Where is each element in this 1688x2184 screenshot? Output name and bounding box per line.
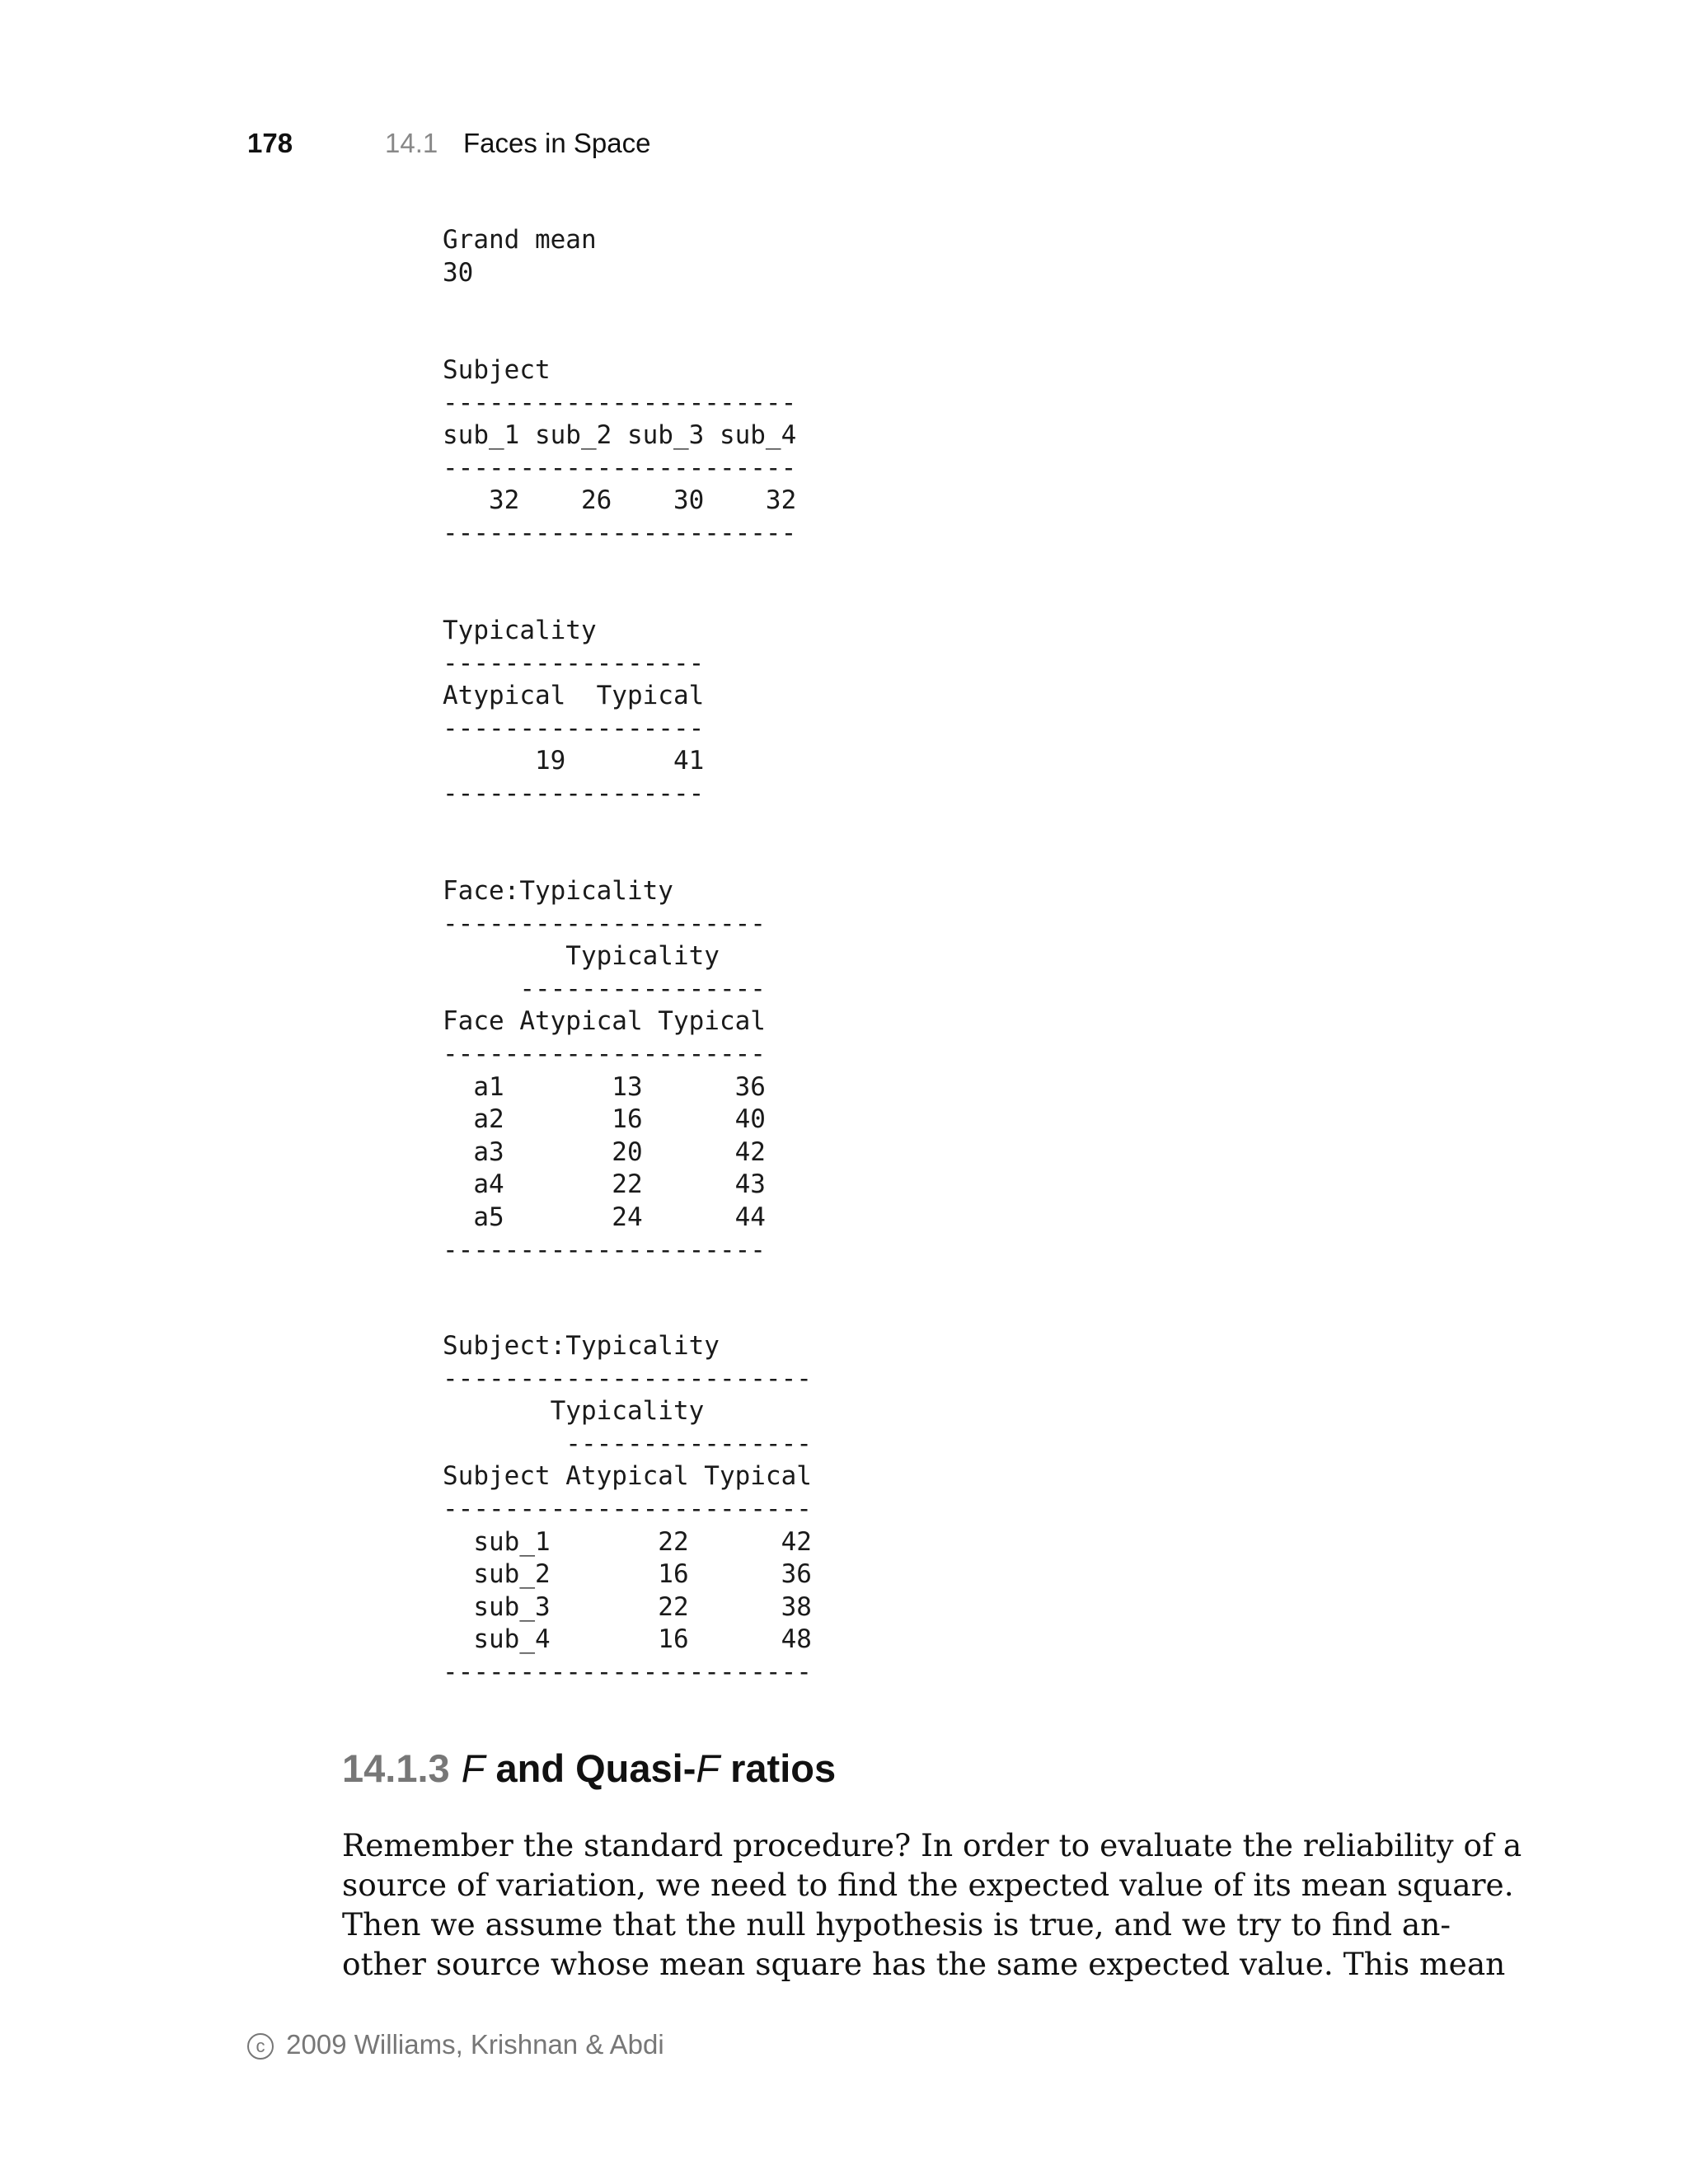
body-line: source of variation, we need to find the expected value of its mean square. (342, 1867, 1514, 1903)
copyright-icon: c (247, 2033, 274, 2060)
typicality-means-table: Typicality ----------------- Atypical Typical ----------------- 19 41 ----------------- (443, 616, 705, 808)
body-line: Remember the standard procedure? In order to evaluate the reliability of a (342, 1827, 1522, 1863)
copyright-text: 2009 Williams, Krishnan & Abdi (286, 2029, 664, 2060)
heading-end: ratios (730, 1746, 837, 1790)
body-paragraph (342, 1825, 1522, 1984)
subject-means-table: Subject ----------------------- sub_1 sub_2 sub_3 sub_4 ----------------------- 32 26 30 32 ----------------------- (443, 355, 797, 548)
page-number: 178 (247, 128, 293, 158)
subsection-heading (342, 1746, 836, 1792)
heading-mid: and Quasi- (495, 1746, 696, 1790)
section-number: 14.1 (385, 128, 438, 158)
grand-mean-output: Grand mean 30 (443, 225, 597, 288)
heading-f: F (461, 1746, 485, 1790)
body-line: other source whose mean square has the same expected value. This mean (342, 1946, 1506, 1982)
copyright-footer (247, 2029, 664, 2060)
face-typicality-table: Face:Typicality --------------------- Typicality ---------------- Face Atypical Typical --------------------- a1 13 36 a2 16 40 a3 20 42 a4 22 43 a5 24 44 --------------------- (443, 876, 766, 1265)
subject-typicality-table: Subject:Typicality ------------------------ Typicality ---------------- Subject Atypical Typical ------------------------ sub_1 22 42 sub_2 16 36 sub_3 22 38 sub_4 16 48 ------------------------ (443, 1331, 812, 1687)
section-title: Faces in Space (463, 128, 651, 158)
subsection-number: 14.1.3 (342, 1746, 450, 1790)
heading-f2: F (696, 1746, 720, 1790)
body-line: Then we assume that the null hypothesis is true, and we try to find an- (342, 1906, 1451, 1943)
